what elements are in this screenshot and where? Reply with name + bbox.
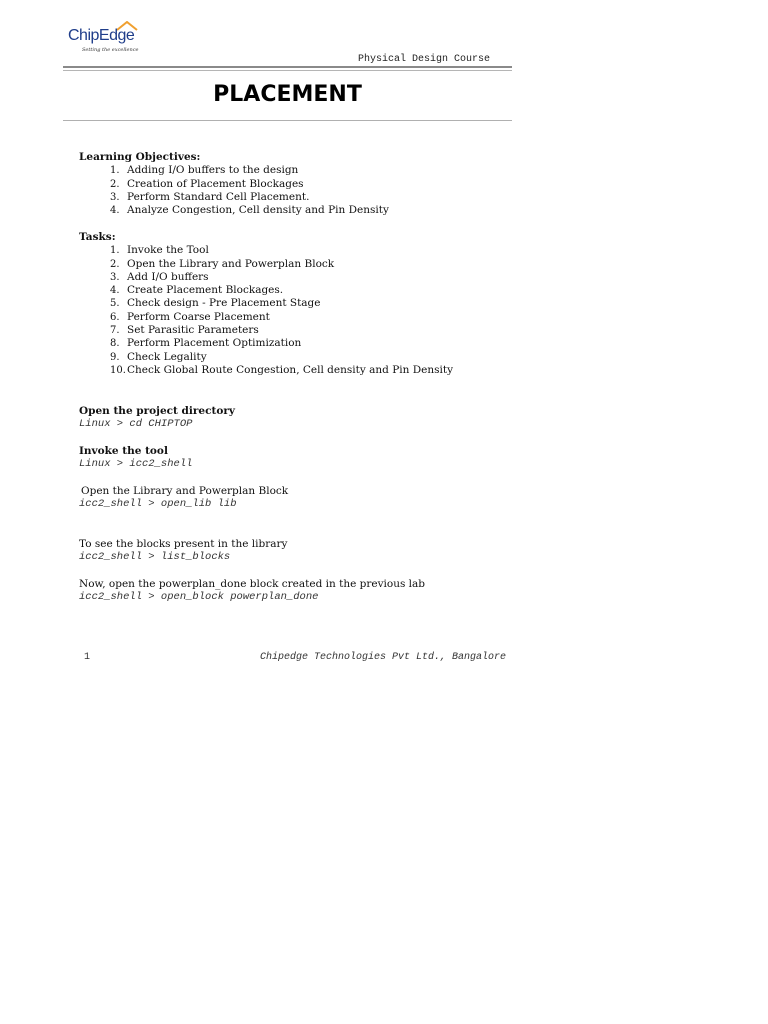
step-project-dir <box>79 405 235 432</box>
step-open-block <box>79 578 425 605</box>
command-line: icc2_shell > list_blocks <box>79 551 231 564</box>
page-title: PLACEMENT <box>213 82 362 107</box>
list-item: 7. Set Parasitic Parameters <box>110 324 259 337</box>
step-invoke <box>79 445 192 472</box>
step-text: To see the blocks present in the library <box>79 538 288 550</box>
list-item: 10. Check Global Route Congestion, Cell density and Pin Density <box>110 363 454 376</box>
list-item: 2. Creation of Placement Blockages <box>110 177 304 190</box>
objectives-list <box>79 164 389 217</box>
list-item: 5. Check design - Pre Placement Stage <box>110 297 321 310</box>
command-line: Linux > icc2_shell <box>79 458 193 471</box>
command-line: icc2_shell > open_block powerplan_done <box>79 591 319 604</box>
header-divider <box>63 66 512 68</box>
list-item: 2. Open the Library and Powerplan Block <box>110 257 335 270</box>
chipedge-logo <box>66 20 156 60</box>
tasks-heading: Tasks: <box>79 231 116 243</box>
list-item: 1. Invoke the Tool <box>110 244 209 257</box>
list-item: 3. Perform Standard Cell Placement. <box>110 190 310 203</box>
list-item: 3. Add I/O buffers <box>110 270 209 283</box>
list-item: 4. Create Placement Blockages. <box>110 284 284 297</box>
step-open-lib <box>79 485 288 512</box>
step-heading: Invoke the tool <box>79 445 168 457</box>
list-item: 8. Perform Placement Optimization <box>110 337 302 350</box>
tasks <box>79 231 453 377</box>
list-item: 4. Analyze Congestion, Cell density and Pin Density <box>110 204 389 217</box>
logo-text: ChipEdge <box>68 27 135 44</box>
header-divider-thin <box>63 70 512 71</box>
list-item: 9. Check Legality <box>110 350 207 363</box>
command-line: Linux > cd CHIPTOP <box>79 418 193 431</box>
step-text: Open the Library and Powerplan Block <box>81 485 289 497</box>
logo-tagline: Setting the excellence <box>82 47 139 53</box>
command-line: icc2_shell > open_lib lib <box>79 498 237 511</box>
list-item: 1. Adding I/O buffers to the design <box>110 164 299 177</box>
step-list-blocks <box>79 538 287 565</box>
course-name: Physical Design Course <box>358 54 491 65</box>
list-item: 6. Perform Coarse Placement <box>110 310 270 323</box>
tasks-list <box>79 244 453 377</box>
footer-company: Chipedge Technologies Pvt Ltd., Bangalore <box>260 652 507 663</box>
page-number: 1 <box>84 652 91 663</box>
title-divider <box>63 120 512 121</box>
step-text: Now, open the powerplan_done block created in the previous lab <box>79 578 426 590</box>
objectives-heading: Learning Objectives: <box>79 151 201 163</box>
learning-objectives <box>79 151 389 217</box>
step-heading: Open the project directory <box>79 405 235 417</box>
